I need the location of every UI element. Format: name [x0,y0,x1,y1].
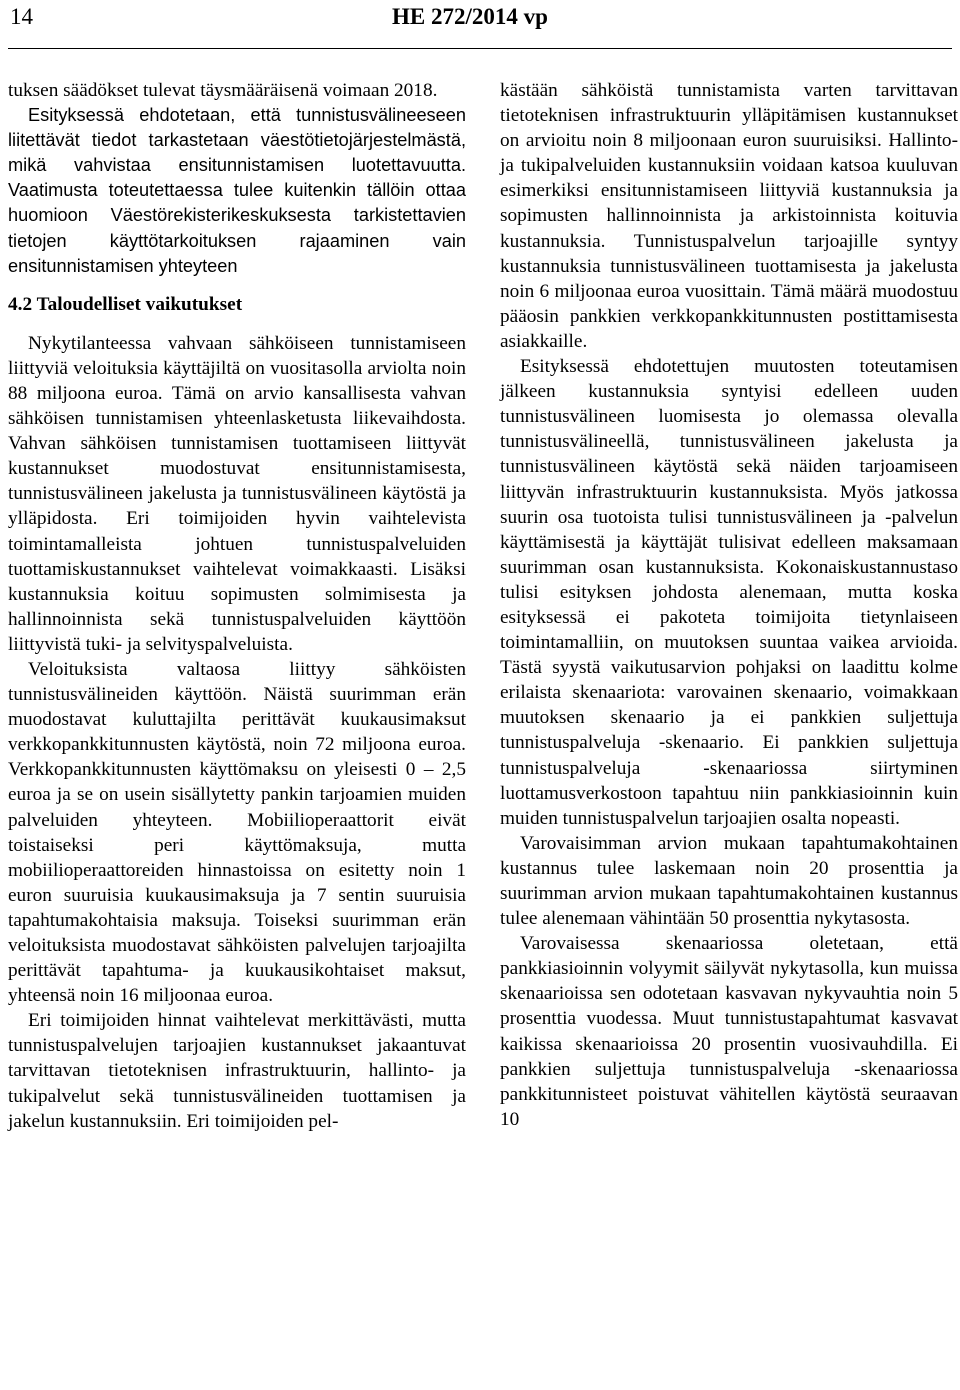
left-column [8,78,466,1134]
paragraph: Veloituksista valtaosa liittyy sähköisten tunnistusvälineiden käyttöön. Näistä suurimman erän muodostavat kuluttajilta perittävät kuukausimaksut verkkopankkitunnusten käytöstä, noin 72 miljoona euroa. Verkkopankkitunnusten käyttömaksu on yleisesti 0 – 2,5 euroa ja se on usein sisällytetty pankin tarjoamien muiden palveluiden yhteyteen. Mobiilioperaattorit eivät toistaiseksi peri käyttömaksuja, mutta mobiilioperaattoreiden hinnastoissa on esitetty noin 1 euron suuruisia kuukausimaksuja ja 7 sentin suuruisia tapahtumakohtaisia maksuja. Toiseksi suurimman erän veloituksista muodostavat sähköisten palvelujen tarjoajilta perittävät tapahtuma- ja kuukausikohtaiset maksut, yhteensä noin 16 miljoonaa euroa. [8,658,466,1007]
paragraph: Varovaisessa skenaariossa oletetaan, että pankkiasioinnin volyymit säilyvät nykytasolla, kun muissa skenaarioissa sen odotetaan kasvavan nykyvauhtia noin 5 prosenttia vuodessa. Muut tunnistustapahtumat kasvavat kaikissa skenaarioissa 20 prosentin vuosivauhdilla. Ei pankkien suljettuja tunnistuspalveluja -skenaariossa pankkitunnisteet poistuvat vähitellen käytöstä seuraavan 10 [500,933,958,1130]
paragraph: tuksen säädökset tulevat täysmääräisenä voimaan 2018. [8,80,438,101]
paragraph: kästään sähköistä tunnistamista varten tarvittavan tietoteknisen infrastruktuurin ylläpitämisen kustannukset on arvioitu noin 8 miljoonaan euron suuruisiksi. Hallinto- ja tukipalveluiden kustannuksiin voidaan katsoa kuuluvan esimerkiksi ensitunnistamiseen liittyviä kustannuksia ja sopimusten hallinnoinnista ja arkistoinnista koituvia kustannuksia. Tunnistuspalvelun tarjoajille syntyy kustannuksia tunnistusvälineen tuottamisesta ja jakelusta noin 6 miljoonaa euroa vuosittain. Tämä määrä muodostuu pääosin pankkien verkkopankkitunnusten postittamisesta asiakkaille. [500,80,958,352]
section-heading: 4.2 Taloudelliset vaikutukset [8,293,243,315]
paragraph: Varovaisimman arvion mukaan tapahtumakohtainen kustannus tulee laskemaan noin 20 prosenttia ja suurimman arvion mukaan tapahtumakohtainen kustannus tulee alenemaan vähintään 50 prosenttia nykytasosta. [500,832,958,930]
page-number: 14 [10,4,33,29]
right-column [500,78,958,1132]
paragraph: Eri toimijoiden hinnat vaihtelevat merkittävästi, mutta tunnistuspalvelujen tarjoajien kustannukset jakaantuvat tarvittavan tietoteknisen infrastruktuurin, hallinto- ja tukipalvelut sekä tunnistusvälineiden tuottamisen ja jakelun kustannuksiin. Eri toimijoiden pel- [8,1010,466,1132]
document-id: HE 272/2014 vp [392,4,548,29]
paragraph: Esityksessä ehdotetaan, että tunnistusvälineeseen liitettävät tiedot tarkastetaan väestötietojärjestelmästä, mikä vahvistaa ensitunnistamisen luotettavuutta. Vaatimusta toteutettaessa tulee kuitenkin tällöin ottaa huomioon Väestörekisterikeskuksesta tarkistettavien tietojen käyttötarkoituksen rajaaminen vain ensitunnistamisen yhteyteen [8,105,466,276]
page-header [10,4,950,38]
paragraph: Esityksessä ehdotettujen muutosten toteutamisen jälkeen kustannuksia syntyisi edelleen uuden tunnistusvälineen luomisesta jo olemassa olevalla tunnistusvälineellä, tunnistusvälineen jakelusta ja tunnistusvälineen käytöstä sekä näiden tarjoamiseen liittyvän infrastruktuurin kustannuksista. Myös jatkossa suurin osa tuotoista tulisi tunnistusvälineen ja -palvelun käyttämisestä ja käyttäjät tulisivat edelleen maksamaan suurimman osan kustannuksista. Kokonaiskustannustaso tulisi esityksen johdosta alenemaan, mutta koska esityksessä ei pakoteta toimijoita tietynlaiseen toimintamalliin, on muutoksen suuntaa vaikea arvioida. Tästä syystä vaikutusarvion pohjaksi on laadittu kolme erilaista skenaariota: varovainen skenaario, voimakkaan muutoksen skenaario ja ei pankkien suljettuja tunnistuspalveluja -skenaario. Ei pankkien suljettuja tunnistuspalveluja -skenaariossa siirtyminen luottamusverkostoon tapahtuu niin pankkiasioinnin kuin muiden tunnistuspalvelun tarjoajien osalta nopeasti. [500,356,958,829]
header-divider [8,48,952,49]
paragraph: Nykytilanteessa vahvaan sähköiseen tunnistamiseen liittyviä veloituksia käyttäjiltä on vuositasolla arviolta noin 88 miljoona euroa. Tämä on arvio kansallisesta vahvan sähköisen tunnistamisen yhteenlasketusta liikevaihdosta. Vahvan sähköisen tunnistamisen tuottamiseen liittyvät kustannukset muodostuvat ensitunnistamisesta, tunnistusvälineen jakelusta ja tunnistusvälineen käytöstä ja ylläpidosta. Eri toimijoiden hyvin vaihtelevista toimintamalleista johtuen tunnistuspalveluiden tuottamiskustannukset vaihtelevat voimakkaasti. Lisäksi kustannuksia koituu sopimusten solmimisesta ja hallinnoinnista sekä tunnistuspalveluiden käyttöön liittyvistä tuki- ja selvityspalveluista. [8,332,466,655]
